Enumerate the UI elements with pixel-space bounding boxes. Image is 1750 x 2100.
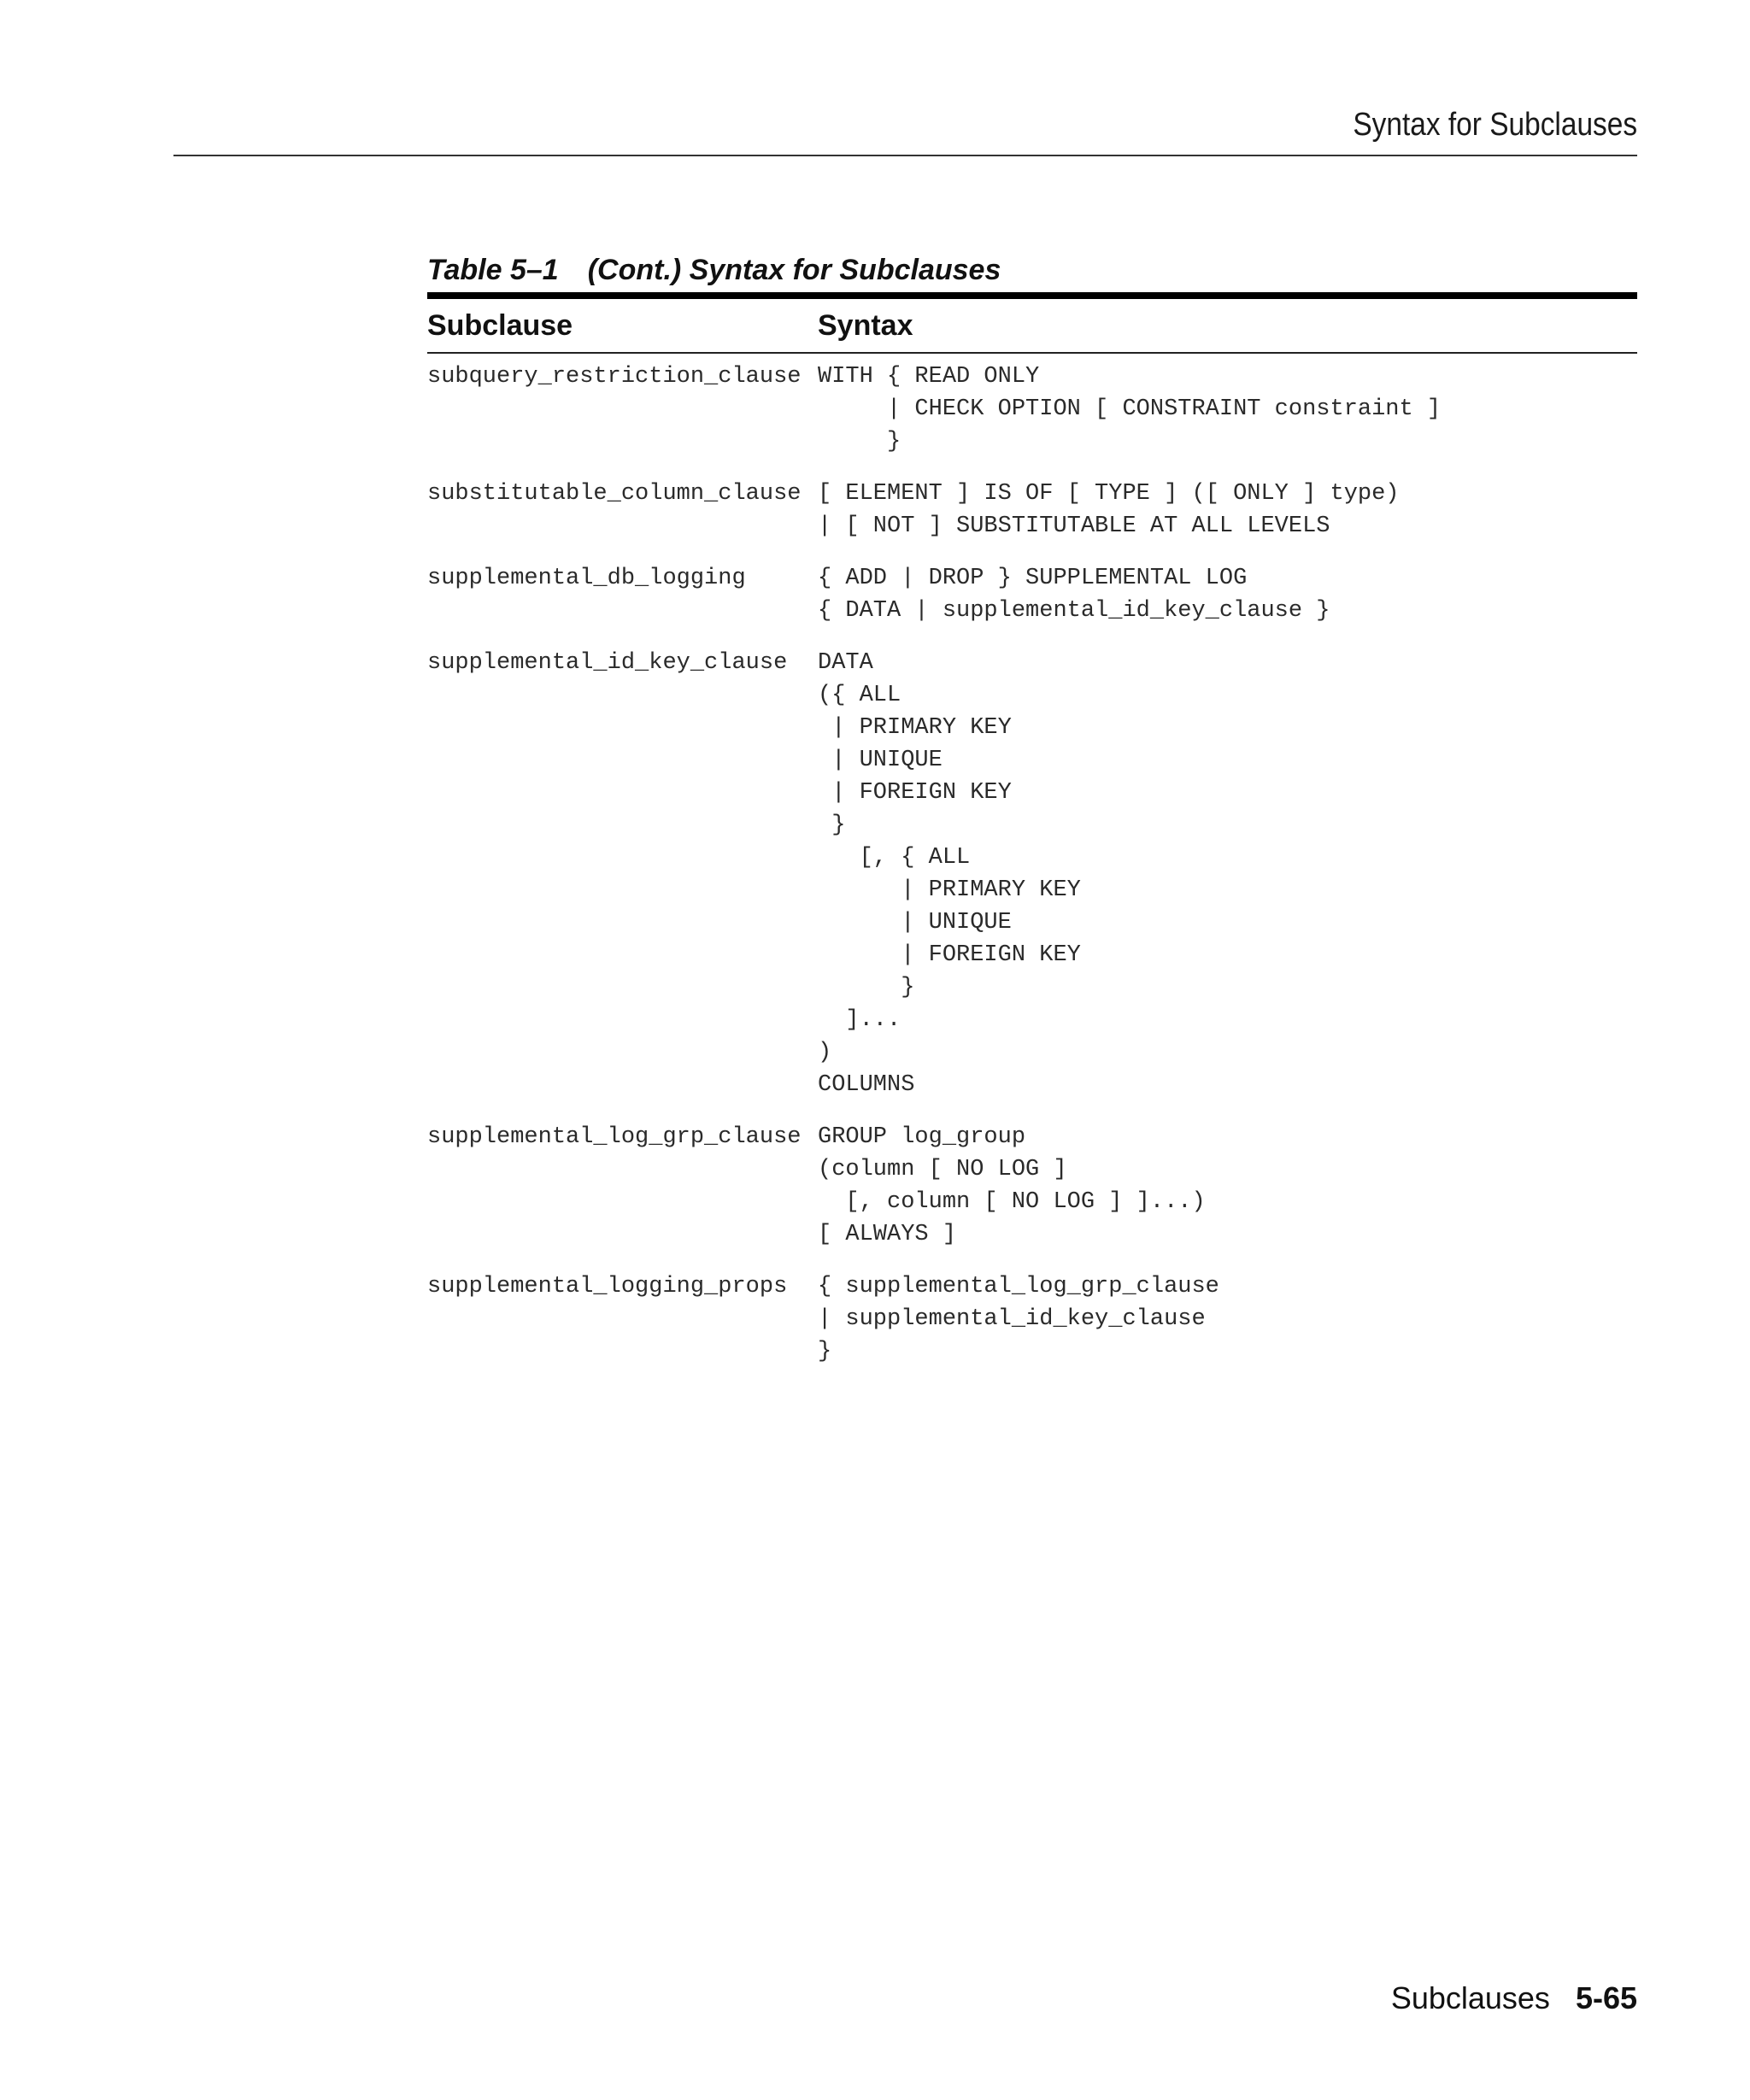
subclause-name: substitutable_column_clause [427, 481, 802, 507]
syntax-text: DATA ({ ALL | PRIMARY KEY | UNIQUE | FOREIGN KEY } [, { ALL | PRIMARY KEY | UNIQUE | FOREIGN KEY } ]... ) COLUMNS [818, 650, 1081, 1098]
syntax-text: { supplemental_log_grp_clause | supplemental_id_key_clause } [818, 1274, 1219, 1364]
column-header-subclause: Subclause [427, 308, 573, 342]
syntax-table [427, 248, 1637, 1387]
subclause-name: subquery_restriction_clause [427, 364, 802, 390]
subclause-name: supplemental_logging_props [427, 1274, 788, 1299]
table-caption-title: (Cont.) Syntax for Subclauses [587, 254, 1001, 286]
column-header-syntax: Syntax [818, 308, 913, 342]
table-body [427, 354, 1637, 1368]
syntax-text: GROUP log_group (column [ NO LOG ] [, column [ NO LOG ] ]...) [ ALWAYS ] [818, 1124, 1206, 1247]
syntax-text: WITH { READ ONLY | CHECK OPTION [ CONSTRAINT constraint ] } [818, 364, 1442, 455]
syntax-text: [ ELEMENT ] IS OF [ TYPE ] ([ ONLY ] type) | [ NOT ] SUBSTITUTABLE AT ALL LEVELS [818, 481, 1400, 539]
table-top-rule [427, 292, 1637, 299]
page-footer [1391, 1980, 1637, 2016]
subclause-name: supplemental_id_key_clause [427, 650, 788, 676]
footer-section: Subclauses [1390, 1980, 1550, 2015]
table-row [427, 1270, 1637, 1368]
table-row [427, 1121, 1637, 1251]
table-row [427, 647, 1637, 1101]
header-rule [173, 155, 1637, 156]
table-caption [427, 248, 1637, 292]
page-number: 5-65 [1575, 1980, 1637, 2015]
table-header-row [427, 299, 1637, 352]
table-row [427, 478, 1637, 543]
table-caption-label: Table 5–1 [427, 254, 559, 286]
subclause-name: supplemental_log_grp_clause [427, 1124, 802, 1150]
subclause-name: supplemental_db_logging [427, 566, 746, 591]
table-row [427, 361, 1637, 458]
running-head: Syntax for Subclauses [1353, 107, 1637, 143]
table-row [427, 562, 1637, 627]
syntax-text: { ADD | DROP } SUPPLEMENTAL LOG { DATA | supplemental_id_key_clause } [818, 566, 1330, 624]
